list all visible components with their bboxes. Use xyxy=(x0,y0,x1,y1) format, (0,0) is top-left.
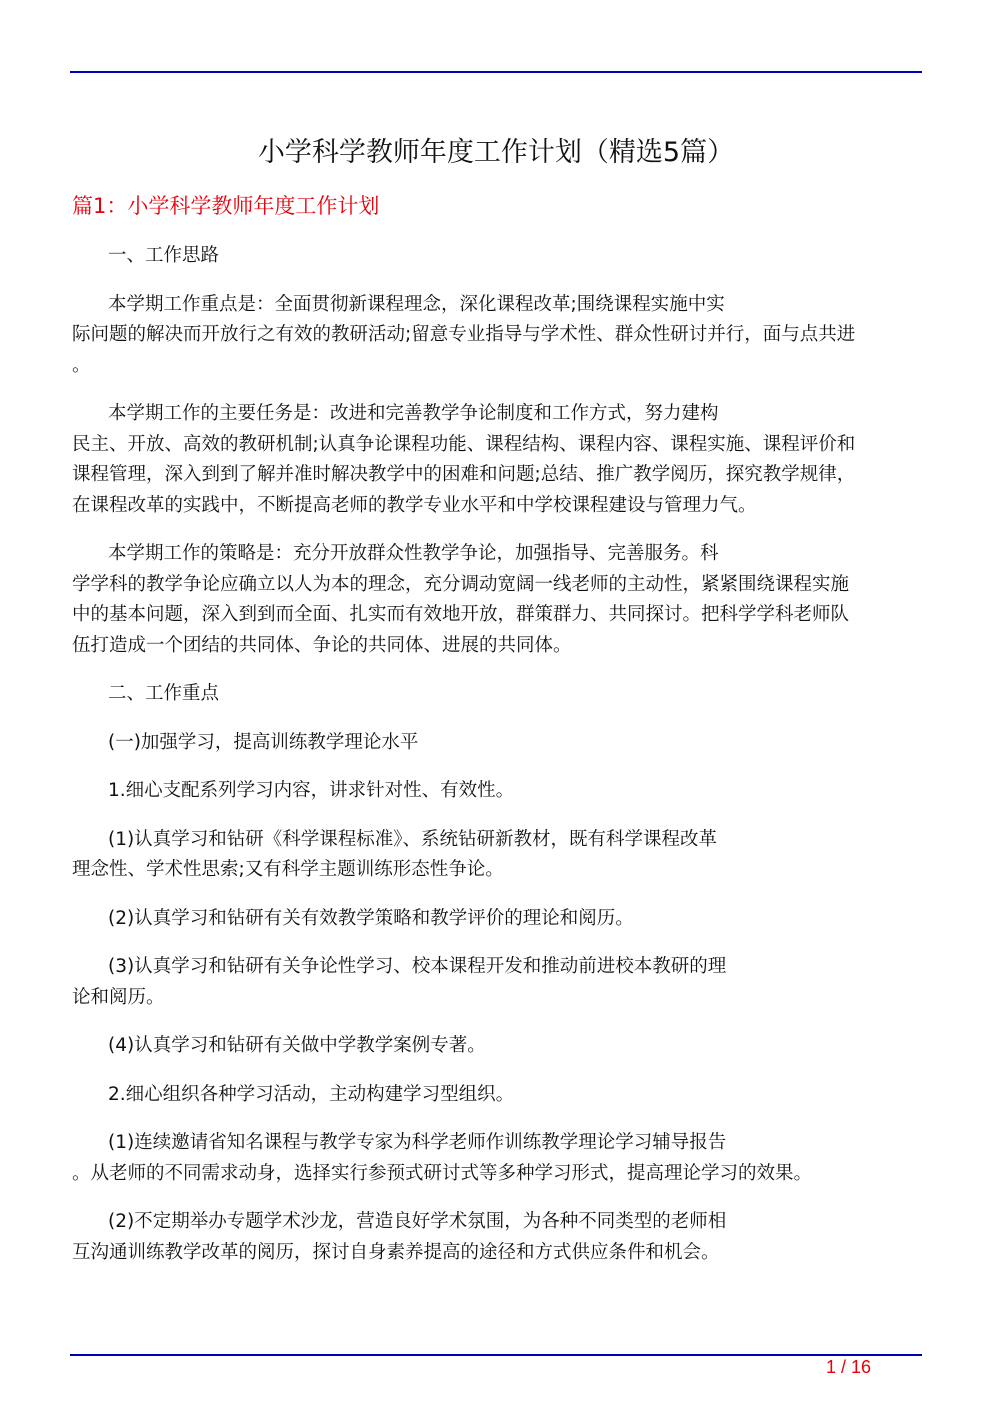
paragraph xyxy=(72,776,922,807)
paragraph-line: 1.细心支配系列学习内容，讲求针对性、有效性。 xyxy=(108,780,515,801)
paragraph-line: 互沟通训练教学改革的阅历，探讨自身素养提高的途径和方式供应条件和机会。 xyxy=(72,1241,720,1263)
paragraph-line: 2.细心组织各种学习活动，主动构建学习型组织。 xyxy=(108,1083,515,1105)
paragraph-line: 一、工作思路 xyxy=(108,245,220,266)
paragraph-line: 在课程改革的实践中，不断提高老师的教学专业水平和中学校课程建设与管理力气。 xyxy=(72,494,757,516)
document-title: 小学科学教师年度工作计划（精选5篇） xyxy=(257,137,735,168)
paragraph xyxy=(72,290,922,382)
paragraph-line: 伍打造成一个团结的共同体、争论的共同体、进展的共同体。 xyxy=(72,634,572,656)
paragraph xyxy=(72,825,922,886)
page-indicator: 1 / 16 xyxy=(826,1357,872,1377)
paragraph-line: 民主、开放、高效的教研机制;认真争论课程功能、课程结构、课程内容、课程实施、课程评价和 xyxy=(72,433,856,455)
paragraph-line: 本学期工作的策略是：充分开放群众性教学争论，加强指导、完善服务。科 xyxy=(108,543,719,564)
paragraph xyxy=(72,539,922,661)
paragraph xyxy=(72,904,922,935)
paragraph-line: 际问题的解决而开放行之有效的教研活动;留意专业指导与学术性、群众性研讨并行，面与点共进 xyxy=(72,324,856,345)
paragraph-line: 课程管理，深入到到了解并准时解决教学中的困难和问题;总结、推广教学阅历，探究教学规律， xyxy=(72,464,856,485)
paragraph-line: 二、工作重点 xyxy=(108,683,220,704)
paragraph-line: 理念性、学术性思索;又有科学主题训练形态性争论。 xyxy=(72,859,504,880)
paragraph xyxy=(72,399,922,521)
paragraph-line: (1)认真学习和钻研《科学课程标准》、系统钻研新教材，既有科学课程改革 xyxy=(108,828,717,850)
paragraph xyxy=(72,679,922,710)
paragraph-line: 中的基本问题，深入到到而全面、扎实而有效地开放，群策群力、共同探讨。把科学学科老师队 xyxy=(72,604,850,625)
paragraph-line: 本学期工作重点是：全面贯彻新课程理念，深化课程改革;围绕课程实施中实 xyxy=(108,293,725,315)
paragraph-line: (4)认真学习和钻研有关做中学教学案例专著。 xyxy=(108,1035,486,1056)
paragraph-line: (一)加强学习，提高训练教学理论水平 xyxy=(108,731,419,753)
footer-rule xyxy=(70,1354,922,1356)
section-heading: 篇1：小学科学教师年度工作计划 xyxy=(72,194,380,218)
paragraph xyxy=(72,1031,922,1062)
paragraph xyxy=(72,241,922,272)
paragraph-line: (1)连续邀请省知名课程与教学专家为科学老师作训练教学理论学习辅导报告 xyxy=(108,1132,727,1153)
paragraph-line: (3)认真学习和钻研有关争论性学习、校本课程开发和推动前进校本教研的理 xyxy=(108,956,727,977)
paragraph-line: 。 xyxy=(72,354,91,376)
paragraph-line: 论和阅历。 xyxy=(72,986,165,1008)
paragraph xyxy=(72,728,922,759)
header-rule xyxy=(70,71,922,73)
paragraph-line: (2)不定期举办专题学术沙龙，营造良好学术氛围，为各种不同类型的老师相 xyxy=(108,1211,727,1232)
paragraph xyxy=(72,952,922,1013)
paragraph-line: 。从老师的不同需求动身，选择实行参预式研讨式等多种学习形式，提高理论学习的效果。 xyxy=(72,1162,813,1184)
paragraph xyxy=(72,1128,922,1189)
paragraph-line: (2)认真学习和钻研有关有效教学策略和教学评价的理论和阅历。 xyxy=(108,907,634,929)
paragraph-line: 学学科的教学争论应确立以人为本的理念，充分调动宽阔一线老师的主动性，紧紧围绕课程实施 xyxy=(72,573,850,595)
document-body xyxy=(72,241,922,1286)
paragraph xyxy=(72,1080,922,1111)
paragraph-line: 本学期工作的主要任务是：改进和完善教学争论制度和工作方式，努力建构 xyxy=(108,403,719,424)
paragraph xyxy=(72,1207,922,1268)
